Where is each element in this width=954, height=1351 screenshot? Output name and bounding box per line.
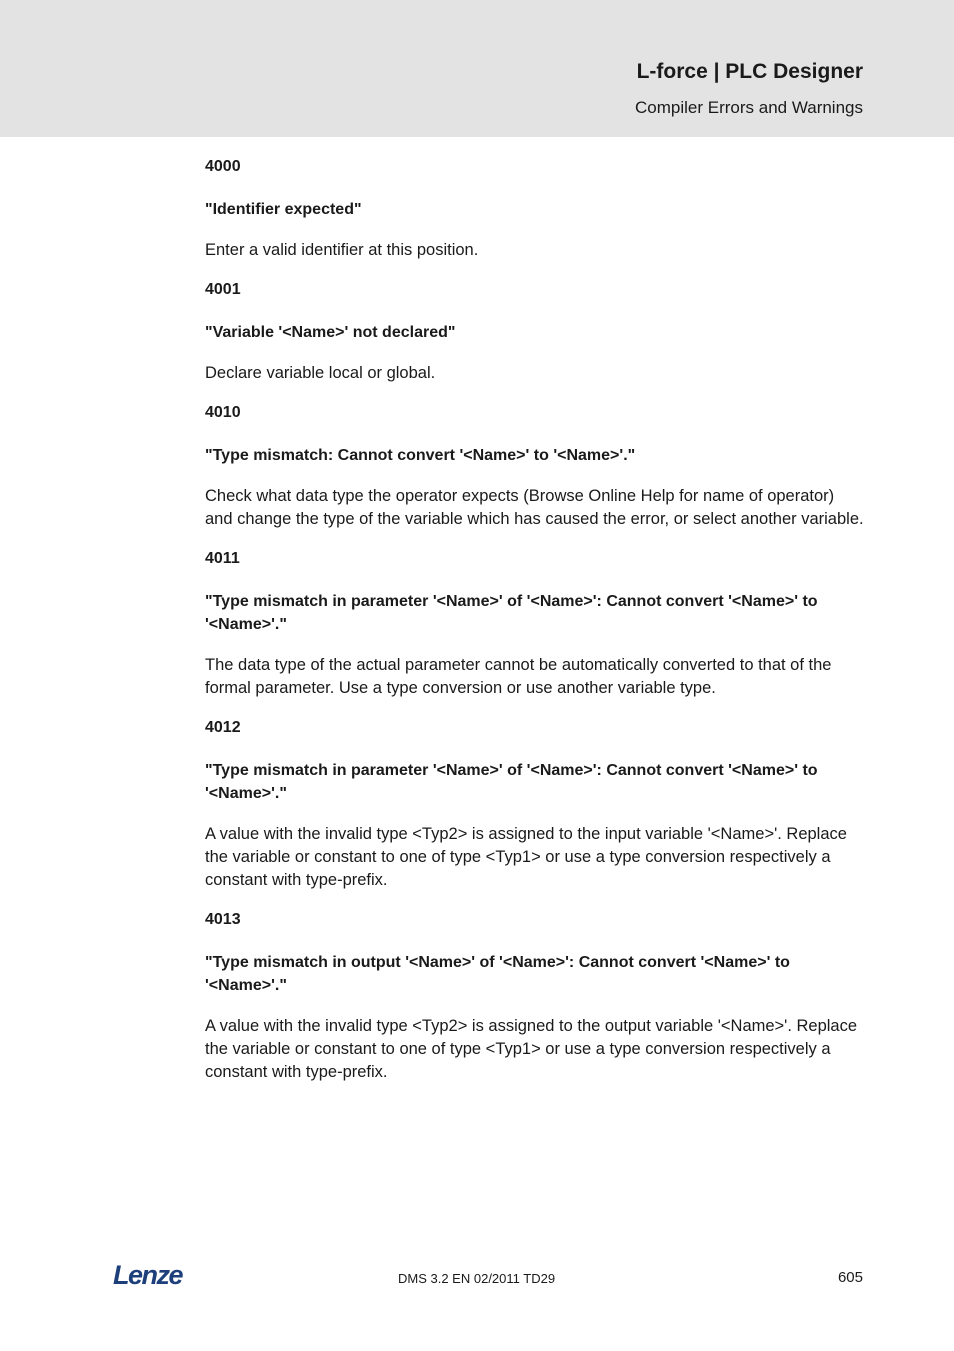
error-code: 4001 xyxy=(205,281,241,298)
error-message: "Type mismatch: Cannot convert '<Name>' to '<Name>'." xyxy=(205,447,636,464)
error-code: 4013 xyxy=(205,911,241,928)
error-code: 4010 xyxy=(205,404,241,421)
error-entry xyxy=(205,718,865,892)
error-message: "Type mismatch in parameter '<Name>' of '<Name>': Cannot convert '<Name>' to '<Name>'." xyxy=(205,762,818,802)
error-message: "Variable '<Name>' not declared" xyxy=(205,324,456,341)
error-message: "Identifier expected" xyxy=(205,201,362,218)
error-message: "Type mismatch in output '<Name>' of '<Name>': Cannot convert '<Name>' to '<Name>'." xyxy=(205,954,790,994)
error-description: A value with the invalid type <Typ2> is assigned to the output variable '<Name>'. Replace the variable or constant to one of type <Typ1> or use a type conversion respectively a constant with type-prefix. xyxy=(205,1017,858,1081)
error-message: "Type mismatch in parameter '<Name>' of '<Name>': Cannot convert '<Name>' to '<Name>'." xyxy=(205,593,818,633)
document-id: DMS 3.2 EN 02/2011 TD29 xyxy=(398,1271,556,1286)
error-description: Enter a valid identifier at this position. xyxy=(205,241,479,259)
section-title: Compiler Errors and Warnings xyxy=(635,98,863,117)
error-entry xyxy=(205,910,865,1084)
error-entry xyxy=(205,280,865,385)
error-description: The data type of the actual parameter cannot be automatically converted to that of the formal parameter. Use a type conversion or use another variable type. xyxy=(205,656,832,697)
page-number: 605 xyxy=(837,1269,863,1286)
error-description: Declare variable local or global. xyxy=(205,364,436,382)
error-code: 4000 xyxy=(205,158,241,175)
error-code: 4012 xyxy=(205,719,241,736)
company-logo: Lenze xyxy=(113,1260,183,1290)
error-entry xyxy=(205,403,865,531)
error-code: 4011 xyxy=(205,550,240,567)
error-description: A value with the invalid type <Typ2> is assigned to the input variable '<Name>'. Replace the variable or constant to one of type <Typ1> or use a type conversion respectively a constant with type-prefix. xyxy=(205,825,847,889)
error-entry xyxy=(205,157,865,262)
error-description: Check what data type the operator expects (Browse Online Help for name of operator) and change the type of the variable which has caused the error, or select another variable. xyxy=(205,487,864,528)
document-title: L-force | PLC Designer xyxy=(636,60,863,83)
error-list xyxy=(205,157,865,1102)
page-header xyxy=(0,0,954,137)
error-entry xyxy=(205,549,865,700)
